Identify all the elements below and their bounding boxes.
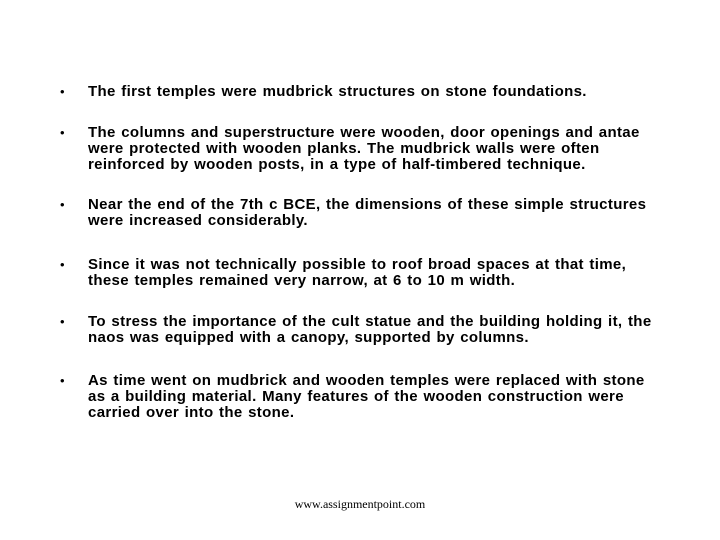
bullet-text: The first temples were mudbrick structures on stone foundations. [88, 83, 587, 100]
bullet-icon: • [60, 125, 65, 140]
bullet-icon: • [60, 197, 65, 212]
bullet-icon: • [60, 84, 65, 99]
bullet-item [60, 314, 660, 346]
bullet-text: The columns and superstructure were wooden, door openings and antae were protected with wooden planks. The mudbrick walls were often reinforced by wooden posts, in a type of half-timbered technique. [88, 124, 640, 173]
bullet-item [60, 373, 660, 421]
footer-url: www.assignmentpoint.com [294, 497, 426, 511]
bullet-icon: • [60, 314, 65, 329]
bullet-item [60, 84, 660, 100]
bullet-text: To stress the importance of the cult statue and the building holding it, the naos was equipped with a canopy, supported by columns. [88, 313, 652, 346]
bullet-text: Since it was not technically possible to roof broad spaces at that time, these temples remained very narrow, at 6 to 10 m width. [88, 256, 627, 289]
bullet-icon: • [60, 257, 65, 272]
bullet-item [60, 125, 660, 173]
bullet-list [60, 84, 660, 421]
bullet-item [60, 257, 660, 289]
bullet-item [60, 197, 660, 229]
bullet-icon: • [60, 373, 65, 388]
bullet-text: As time went on mudbrick and wooden temples were replaced with stone as a building material. Many features of the wooden construction were carried over into the stone. [88, 372, 645, 421]
bullet-text: Near the end of the 7th c BCE, the dimensions of these simple structures were increased considerably. [88, 196, 647, 229]
